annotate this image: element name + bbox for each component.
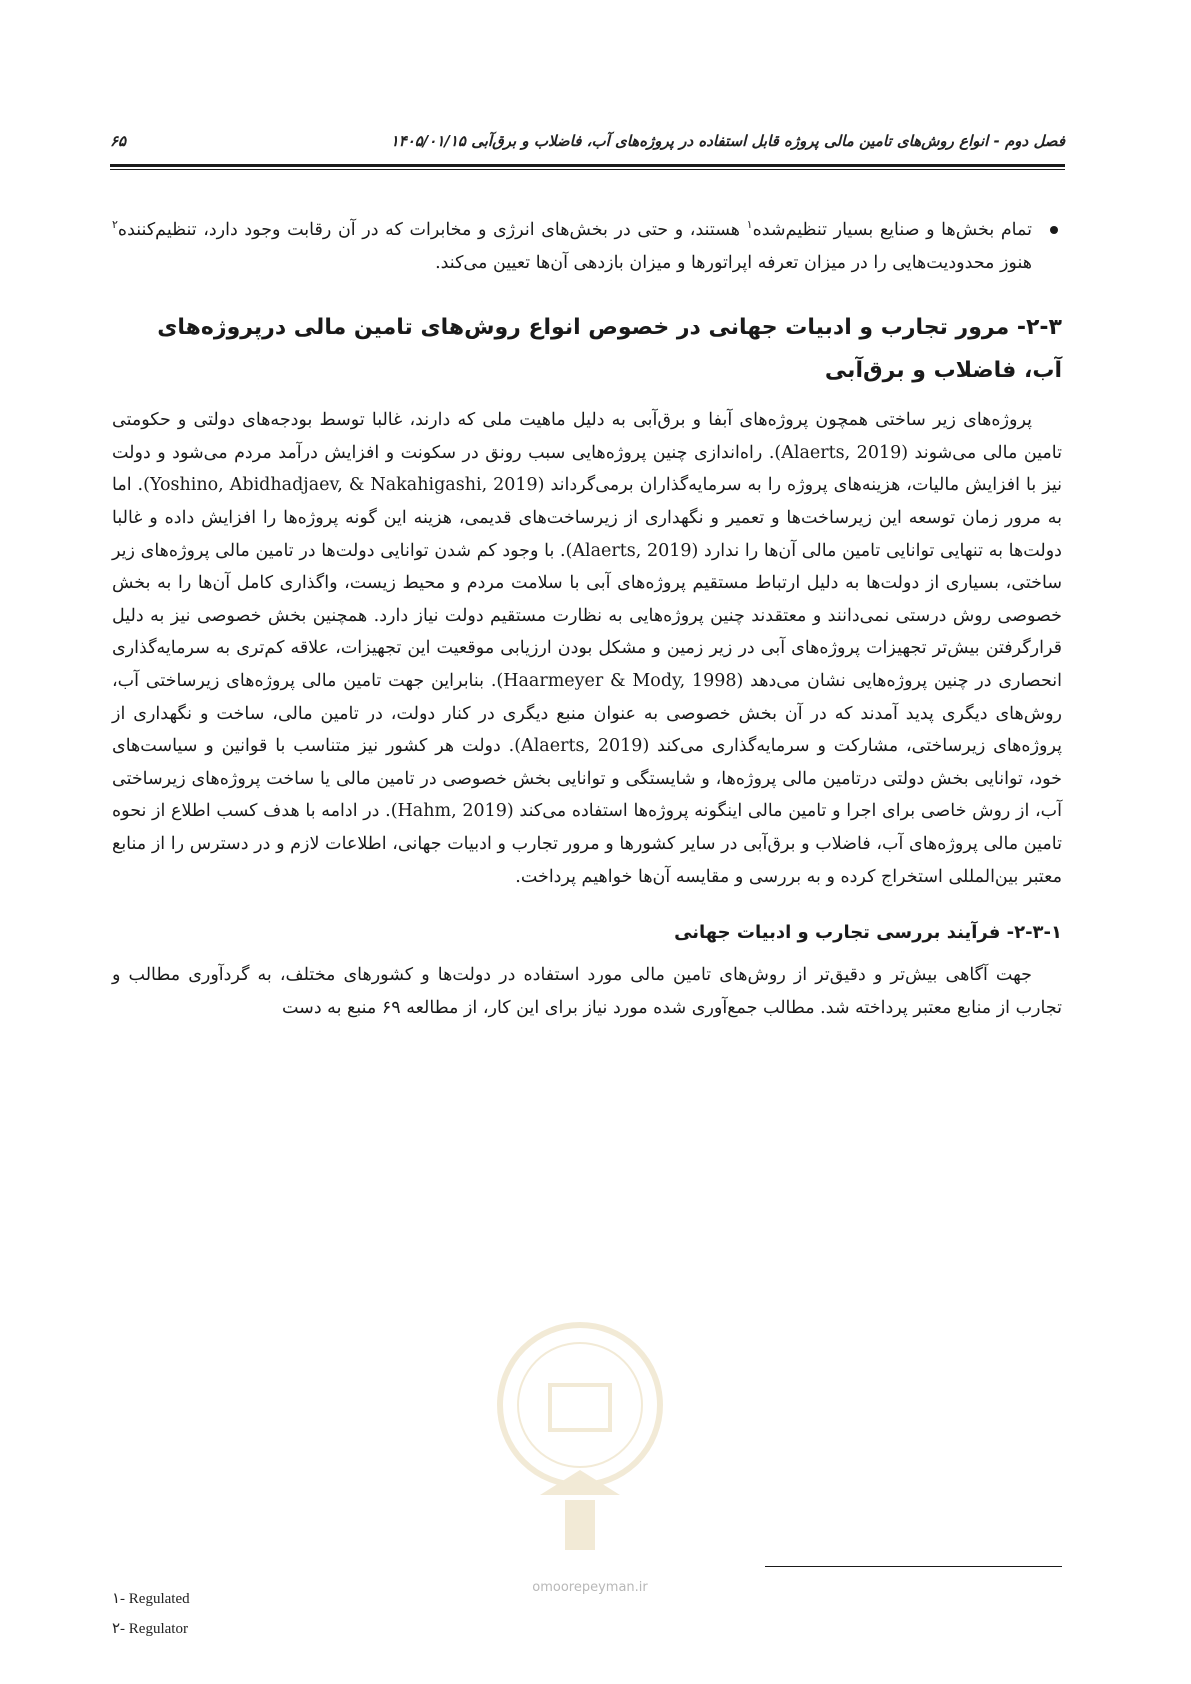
- footnote-1: ۱- Regulated: [112, 1591, 190, 1607]
- paragraph-text: . در ادامه با هدف کسب اطلاع از نحوه تامین مالی پروژه‌های آب، فاضلاب و برق‌آبی در سایر کشورها و مرور تجارب و ادبیات جهانی، اطلاعات لازم و در دسترس را از منابع معتبر بین‌المللی استخراج کرده و به بررسی و مقایسه آن‌ها خواهیم پرداخت.: [112, 801, 1062, 887]
- citation: (Yoshino, Abidhadjaev, & Nakahigashi, 2019): [143, 475, 545, 496]
- header-rule-thin: [110, 169, 1065, 170]
- subsection-heading: ۲-۳-۱- فرآیند بررسی تجارب و ادبیات جهانی: [674, 922, 1062, 944]
- paragraph-text: پروژه‌های زیر ساختی همچون پروژه‌های آبفا و برق‌آبی به دلیل ماهیت ملی که دارند، غالبا توسط بودجه‌های دولتی و حکومتی تامین مالی می‌شوند: [112, 410, 1062, 463]
- footnote-ref-1[interactable]: ۱: [746, 218, 753, 232]
- bullet-dot-icon: [1050, 226, 1058, 234]
- page-number: ۶۵: [110, 132, 127, 150]
- paragraph-text: . با وجود کم شدن توانایی دولت‌ها در تامین مالی پروژه‌های زیر ساختی، بسیاری از دولت‌ها به دلیل ارتباط مستقیم پروژه‌های آبی با سلامت مردم و محیط زیست، واگذاری کامل آن‌ها را به بخش خصوصی روش درستی نمی‌دانند و معتقدند چنین پروژه‌هایی به نظارت مستقیم دولت نیاز دارد. همچنین بخش خصوصی نیز به دلیل قرارگرفتن بیش‌تر تجهیزات پروژه‌های آبی در زیر زمین و مشکل بودن ارزیابی موقعیت این تجهیزات، علاقه کم‌تری به سرمایه‌گذاری انحصاری در چنین پروژه‌هایی نشان می‌دهد: [112, 540, 1063, 691]
- citation: (Alaerts, 2019): [514, 736, 650, 757]
- subsection-paragraph: جهت آگاهی بیش‌تر و دقیق‌تر از روش‌های تامین مالی مورد استفاده در دولت‌ها و کشورهای مختلف، به گردآوری مطالب و تجارب از منابع معتبر پرداخته شد. مطالب جمع‌آوری شده مورد نیاز برای این کار، از مطالعه ۶۹ منبع به دست: [112, 965, 1062, 1018]
- running-header: [110, 128, 1065, 158]
- footnote-2: ۲- Regulator: [112, 1621, 188, 1637]
- bullet-text-part: هستند، و حتی در بخش‌های انرژی و مخابرات که در آن رقابت وجود دارد، تنظیم‌کننده: [117, 220, 747, 240]
- footnote-separator: [765, 1566, 1062, 1567]
- footnote-ref-2[interactable]: ۲: [112, 218, 118, 232]
- citation: (Haarmeyer & Mody, 1998): [496, 670, 744, 691]
- watermark-logo-icon: [480, 1320, 680, 1570]
- paragraph-text: . راه‌اندازی چنین پروژه‌هایی سبب رونق در سکونت و افزایش درآمد مردم می‌شود و دولت نیز با افزایش مالیات، هزینه‌های پروژه را به سرمایه‌گذاران برمی‌گرداند: [112, 442, 1062, 496]
- section-heading: ۲-۳- مرور تجارب و ادبیات جهانی در خصوص انواع روش‌های تامین مالی درپروژه‌های آب، فاضلاب و برق‌آبی: [157, 315, 1062, 384]
- bullet-text-part: هنوز محدودیت‌هایی را در میزان تعرفه اپراتورها و میزان بازدهی آن‌ها تعیین می‌کند.: [435, 252, 1032, 273]
- paragraph-text: . دولت هر کشور نیز متناسب با قوانین و سیاست‌های خود، توانایی بخش دولتی درتامین مالی پروژه‌ها، و شایستگی و توانایی بخش خصوصی در تامین مالی یا ساخت پروژه‌های زیرساختی آب، از روش خاصی برای اجرا و تامین مالی اینگونه پروژه‌ها استفاده می‌کند: [112, 736, 1062, 822]
- footnotes: [112, 1584, 190, 1644]
- watermark-text: omoorepeyman.ir: [532, 1580, 648, 1595]
- paragraph-text: . اما به مرور زمان توسعه این زیرساخت‌ها و تعمیر و نگهداری از زیرساخت‌های قدیمی، هزینه این گونه پروژه‌ها را افزایش داده و غالبا دولت‌ها به تنهایی توانایی تامین مالی آن‌ها را ندارد: [112, 475, 1062, 561]
- citation: (Alaerts, 2019): [565, 540, 699, 561]
- header-title: فصل دوم - انواع روش‌های تامین مالی پروژه قابل استفاده در پروژه‌های آب، فاضلاب و برق‌آبی ۱۴۰۵/۰۱/۱۵: [390, 132, 1065, 150]
- header-rule-thick: [110, 164, 1065, 167]
- paragraph-text: . بنابراین جهت تامین مالی پروژه‌های زیرساختی آب، روش‌های دیگری پدید آمدند که در آن بخش خصوصی به عنوان منبع دیگری در کنار دولت، در تامین مالی، ساخت و نگهداری از پروژه‌های زیرساختی، مشارکت و سرمایه‌گذاری می‌کند: [112, 670, 1062, 757]
- bullet-text-part: تمام بخش‌ها و صنایع بسیار تنظیم‌شده: [752, 220, 1032, 240]
- citation: (Hahm, 2019): [390, 801, 514, 822]
- bullet-item: [112, 214, 1062, 279]
- citation: (Alaerts, 2019): [774, 442, 909, 463]
- section-paragraph: [112, 404, 1062, 893]
- body-content: [112, 214, 1062, 1024]
